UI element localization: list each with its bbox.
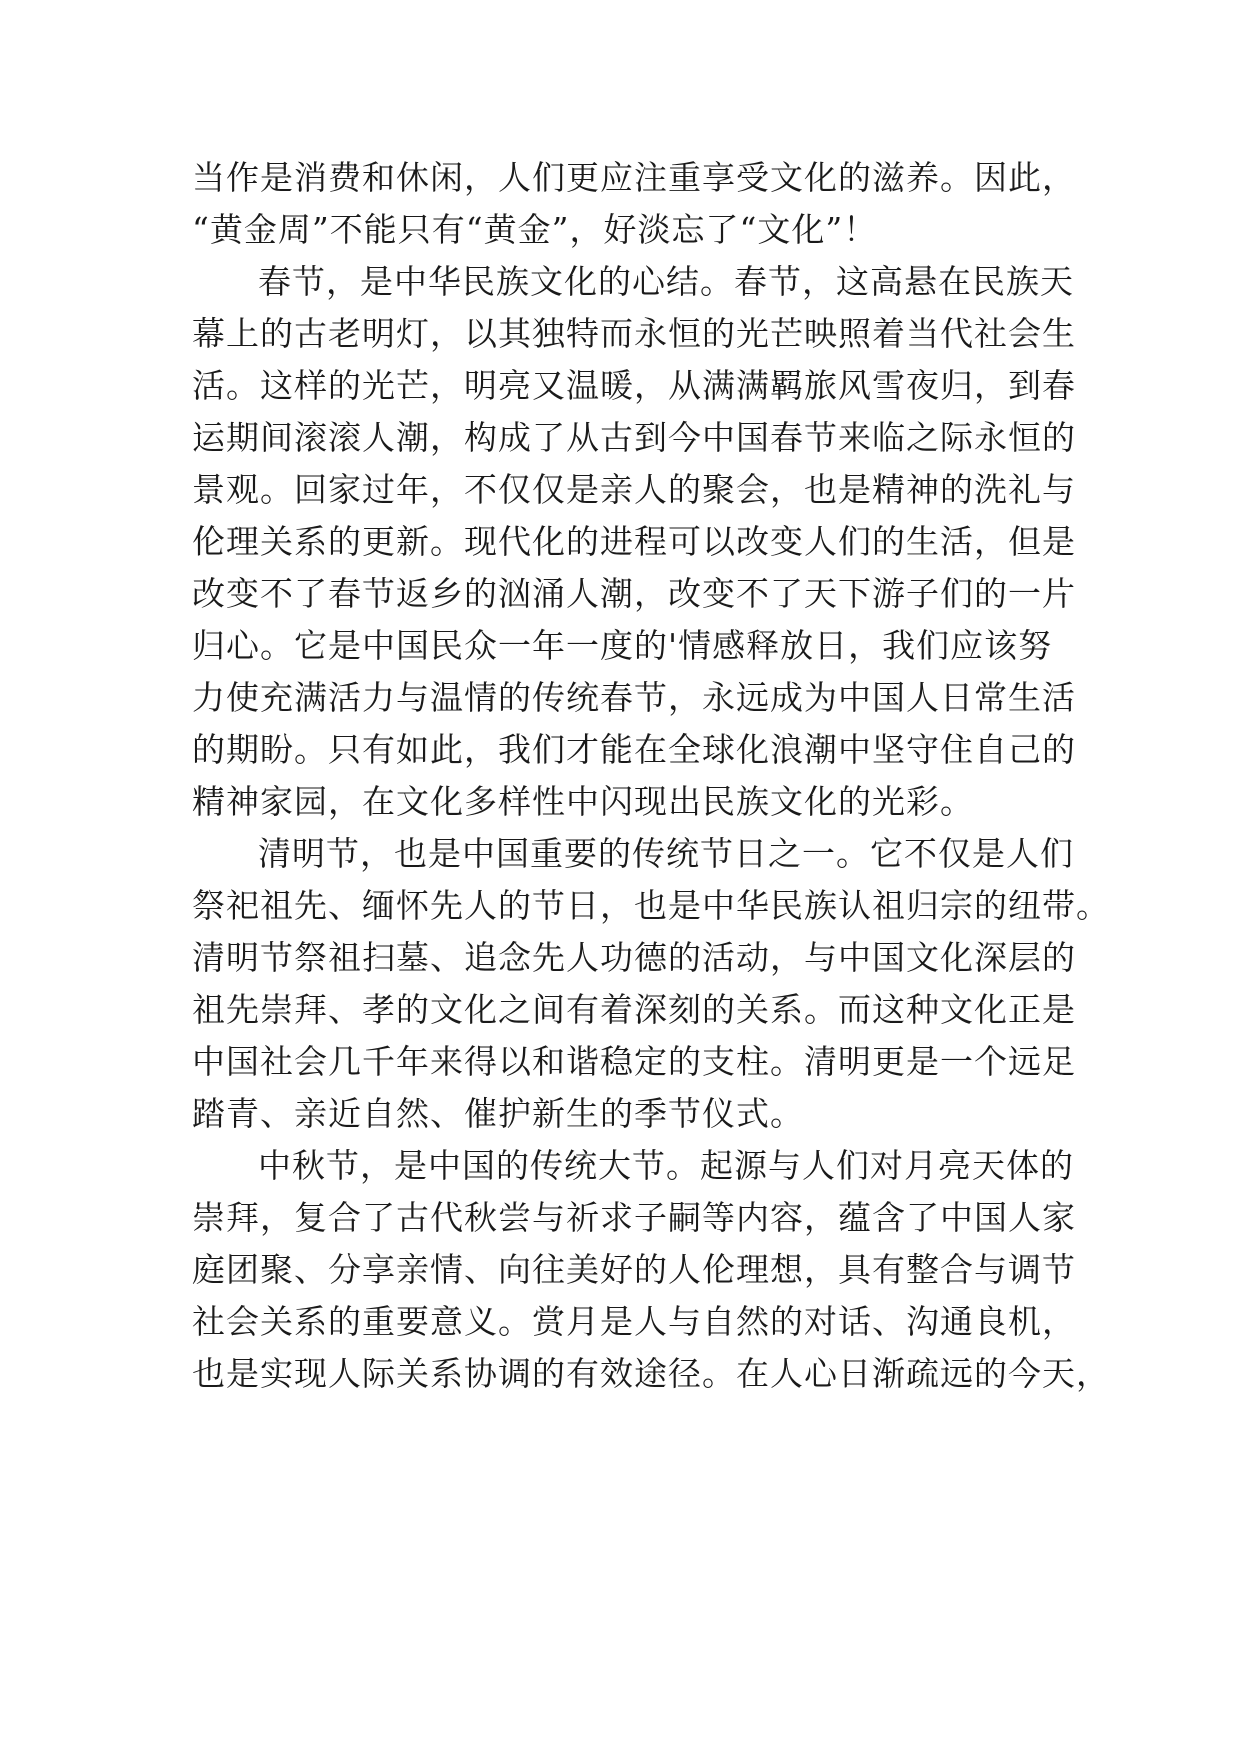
text-line: 的期盼。只有如此，我们才能在全球化浪潮中坚守住自己的 bbox=[192, 730, 1076, 769]
text-line: 改变不了春节返乡的汹涌人潮，改变不了天下游子们的一片 bbox=[192, 574, 1076, 613]
text-line: 伦理关系的更新。现代化的进程可以改变人们的生活，但是 bbox=[192, 522, 1076, 561]
text-line: “黄金周”不能只有“黄金”，好淡忘了“文化”！ bbox=[192, 210, 878, 249]
text-line: 精神家园，在文化多样性中闪现出民族文化的光彩。 bbox=[192, 782, 974, 821]
text-line: 祭祀祖先、缅怀先人的节日，也是中华民族认祖归宗的纽带。 bbox=[192, 886, 1110, 925]
text-line: 中国社会几千年来得以和谐稳定的支柱。清明更是一个远足 bbox=[192, 1042, 1076, 1081]
text-line: 力使充满活力与温情的传统春节，永远成为中国人日常生活 bbox=[192, 678, 1076, 717]
text-line: 运期间滚滚人潮，构成了从古到今中国春节来临之际永恒的 bbox=[192, 418, 1076, 457]
text-line: 祖先崇拜、孝的文化之间有着深刻的关系。而这种文化正是 bbox=[192, 990, 1076, 1029]
paragraph-start-line: 中秋节，是中国的传统大节。起源与人们对月亮天体的 bbox=[258, 1146, 1074, 1185]
text-line: 清明节祭祖扫墓、追念先人功德的活动，与中国文化深层的 bbox=[192, 938, 1076, 977]
text-line: 归心。它是中国民众一年一度的'情感释放日，我们应该努 bbox=[192, 626, 1053, 665]
body-text bbox=[192, 152, 1110, 1400]
text-line: 当作是消费和休闲，人们更应注重享受文化的滋养。因此， bbox=[192, 158, 1076, 197]
text-line: 社会关系的重要意义。赏月是人与自然的对话、沟通良机， bbox=[192, 1302, 1076, 1341]
text-line: 庭团聚、分享亲情、向往美好的人伦理想，具有整合与调节 bbox=[192, 1250, 1076, 1289]
text-line: 踏青、亲近自然、催护新生的季节仪式。 bbox=[192, 1094, 804, 1133]
text-line: 幕上的古老明灯，以其独特而永恒的光芒映照着当代社会生 bbox=[192, 314, 1076, 353]
paragraph-start-line: 清明节，也是中国重要的传统节日之一。它不仅是人们 bbox=[258, 834, 1074, 873]
text-line: 崇拜，复合了古代秋尝与祈求子嗣等内容，蕴含了中国人家 bbox=[192, 1198, 1076, 1237]
paragraph-start-line: 春节，是中华民族文化的心结。春节，这高悬在民族天 bbox=[258, 262, 1074, 301]
text-line: 景观。回家过年，不仅仅是亲人的聚会，也是精神的洗礼与 bbox=[192, 470, 1076, 509]
text-line: 活。这样的光芒，明亮又温暖，从满满羁旅风雪夜归，到春 bbox=[192, 366, 1076, 405]
text-line: 也是实现人际关系协调的有效途径。在人心日渐疏远的今天， bbox=[192, 1354, 1110, 1393]
